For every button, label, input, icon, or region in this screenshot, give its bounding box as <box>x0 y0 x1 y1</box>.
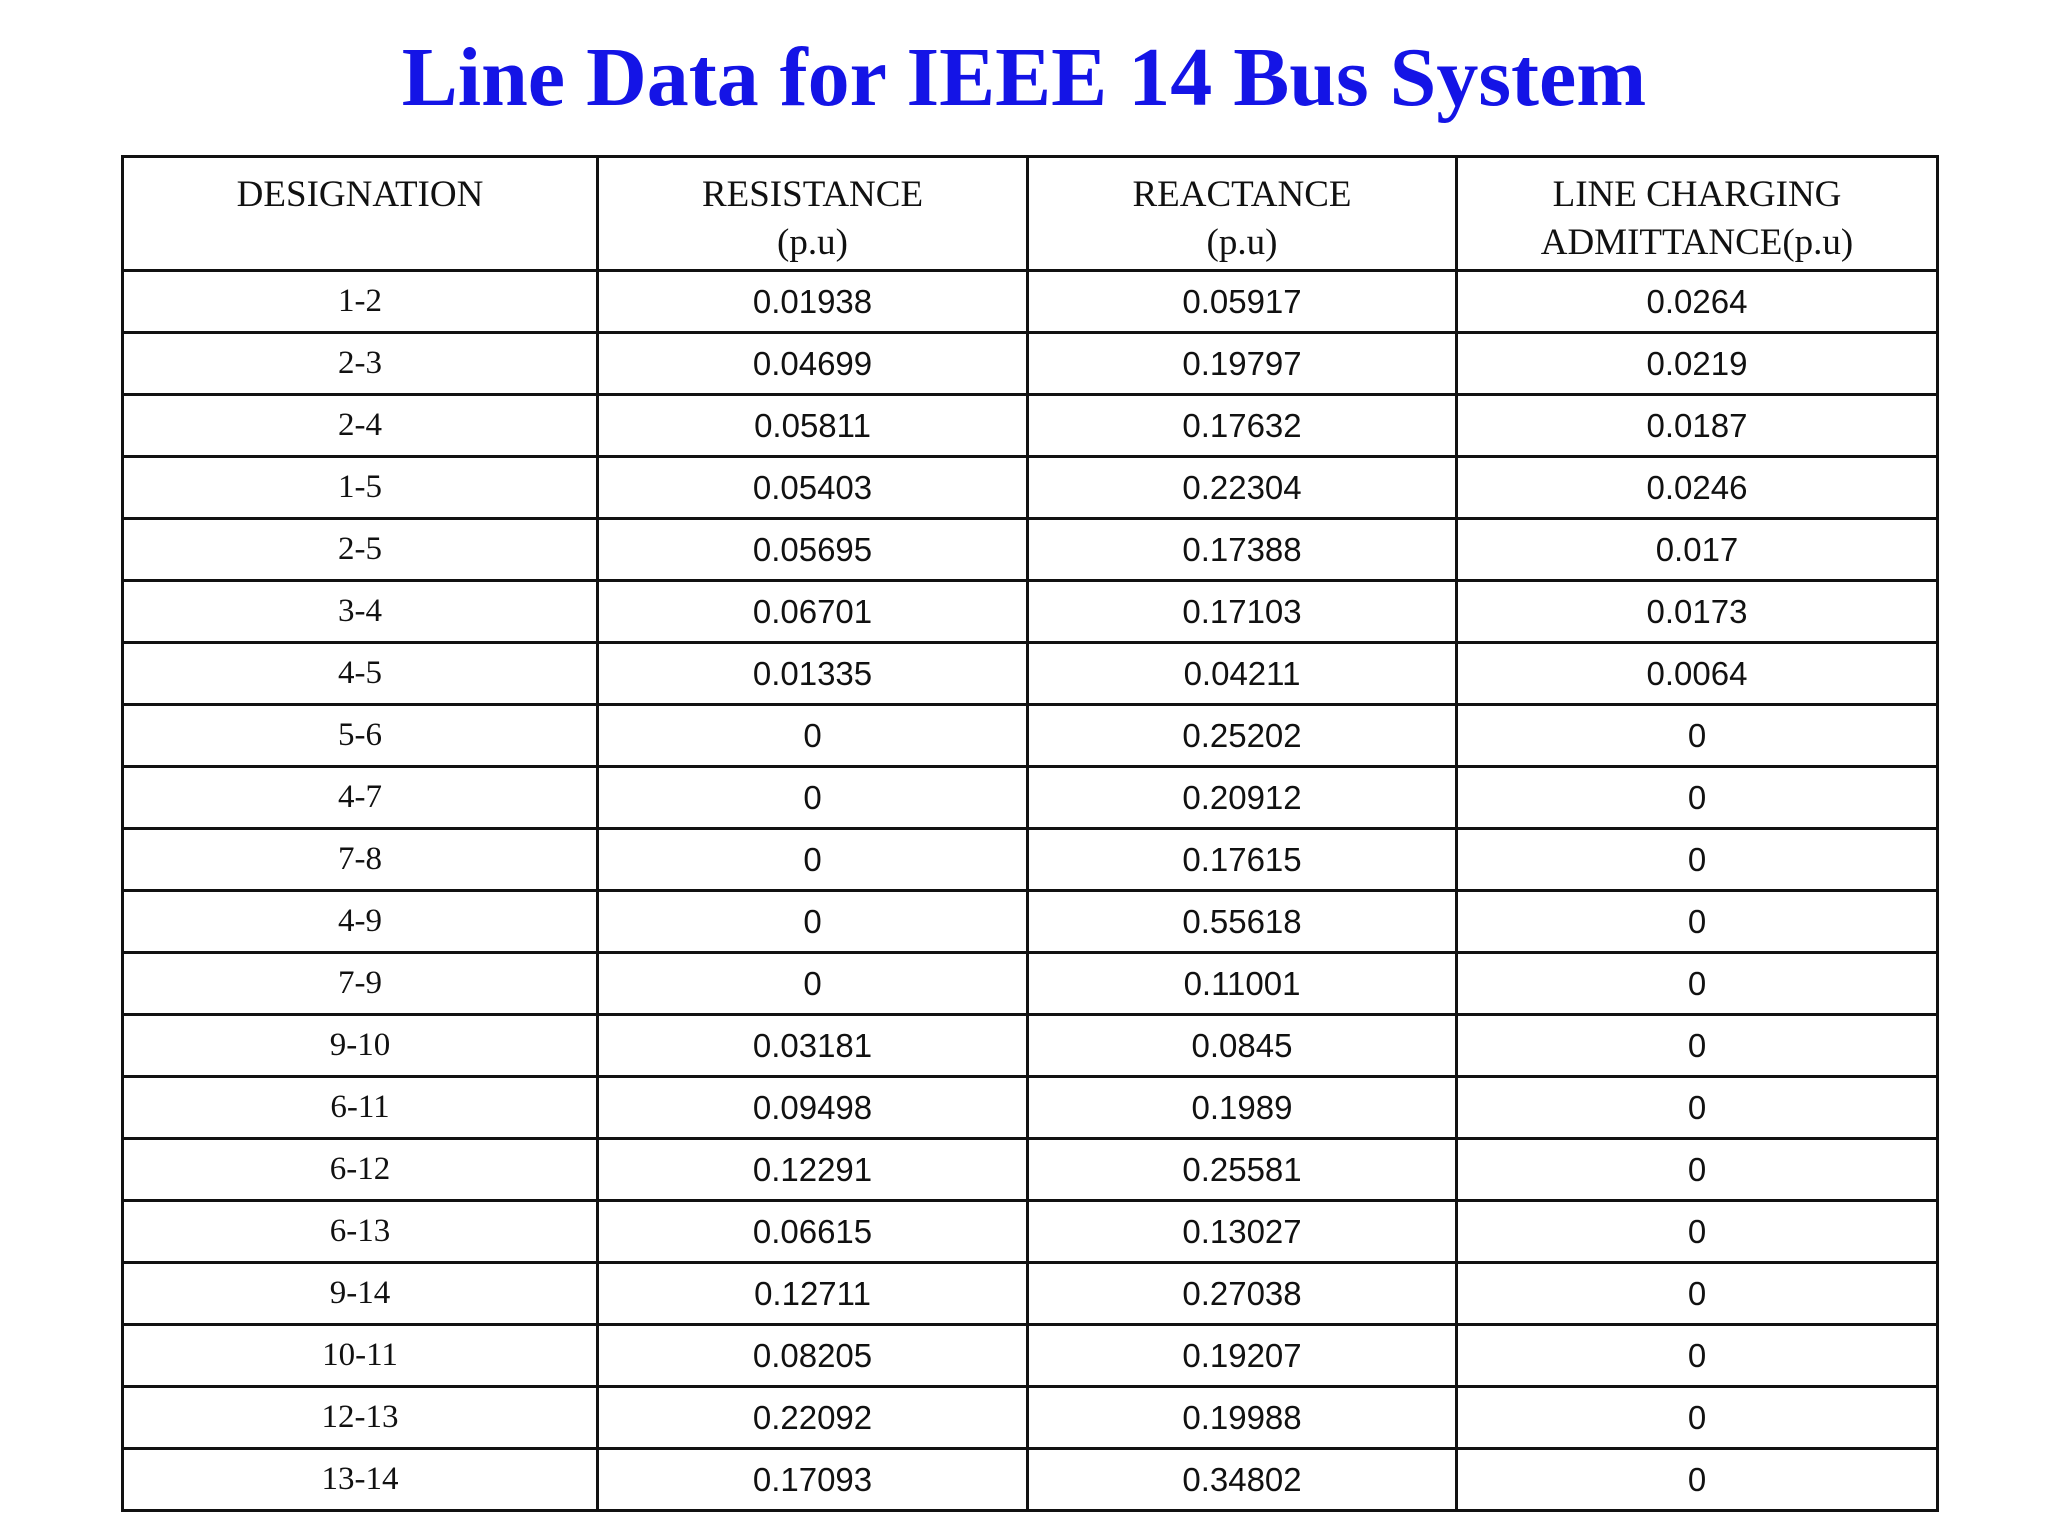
table-row <box>123 1015 1938 1077</box>
cell-resistance: 0 <box>598 767 1028 829</box>
cell-admittance: 0.0064 <box>1457 643 1938 705</box>
table-row <box>123 829 1938 891</box>
cell-reactance: 0.25581 <box>1028 1139 1457 1201</box>
cell-admittance: 0 <box>1457 829 1938 891</box>
cell-reactance: 0.55618 <box>1028 891 1457 953</box>
cell-admittance: 0.0187 <box>1457 395 1938 457</box>
cell-admittance: 0 <box>1457 1449 1938 1511</box>
cell-designation: 4-9 <box>123 891 598 953</box>
table-row <box>123 1387 1938 1449</box>
cell-designation: 2-5 <box>123 519 598 581</box>
cell-resistance: 0 <box>598 891 1028 953</box>
cell-reactance: 0.20912 <box>1028 767 1457 829</box>
cell-designation: 5-6 <box>123 705 598 767</box>
cell-admittance: 0 <box>1457 891 1938 953</box>
cell-designation: 7-9 <box>123 953 598 1015</box>
cell-designation: 6-13 <box>123 1201 598 1263</box>
cell-designation: 9-14 <box>123 1263 598 1325</box>
cell-resistance: 0.12711 <box>598 1263 1028 1325</box>
header-resistance <box>598 157 1028 271</box>
table-row <box>123 457 1938 519</box>
cell-reactance: 0.27038 <box>1028 1263 1457 1325</box>
header-reactance <box>1028 157 1457 271</box>
table-row <box>123 891 1938 953</box>
header-admittance-line2: ADMITTANCE(p.u) <box>1540 222 1854 263</box>
cell-reactance: 0.34802 <box>1028 1449 1457 1511</box>
cell-designation: 6-12 <box>123 1139 598 1201</box>
page-title: Line Data for IEEE 14 Bus System <box>401 31 1647 124</box>
cell-reactance: 0.25202 <box>1028 705 1457 767</box>
cell-reactance: 0.19797 <box>1028 333 1457 395</box>
header-resistance-line1: RESISTANCE <box>701 174 924 215</box>
table-row <box>123 1263 1938 1325</box>
cell-resistance: 0 <box>598 953 1028 1015</box>
cell-reactance: 0.05917 <box>1028 271 1457 333</box>
cell-admittance: 0.0246 <box>1457 457 1938 519</box>
cell-resistance: 0.06701 <box>598 581 1028 643</box>
table-row <box>123 1077 1938 1139</box>
cell-designation: 13-14 <box>123 1449 598 1511</box>
cell-designation: 2-4 <box>123 395 598 457</box>
cell-resistance: 0.12291 <box>598 1139 1028 1201</box>
cell-admittance: 0 <box>1457 1263 1938 1325</box>
cell-reactance: 0.0845 <box>1028 1015 1457 1077</box>
cell-reactance: 0.11001 <box>1028 953 1457 1015</box>
header-reactance-line2: (p.u) <box>1206 222 1278 263</box>
cell-reactance: 0.13027 <box>1028 1201 1457 1263</box>
table-row <box>123 1139 1938 1201</box>
cell-admittance: 0 <box>1457 705 1938 767</box>
table-row <box>123 1325 1938 1387</box>
table-row <box>123 705 1938 767</box>
cell-resistance: 0.03181 <box>598 1015 1028 1077</box>
cell-admittance: 0 <box>1457 1325 1938 1387</box>
cell-reactance: 0.22304 <box>1028 457 1457 519</box>
cell-admittance: 0 <box>1457 1015 1938 1077</box>
cell-reactance: 0.17103 <box>1028 581 1457 643</box>
cell-designation: 4-5 <box>123 643 598 705</box>
cell-designation: 7-8 <box>123 829 598 891</box>
cell-reactance: 0.17388 <box>1028 519 1457 581</box>
cell-resistance: 0.05403 <box>598 457 1028 519</box>
cell-admittance: 0.0173 <box>1457 581 1938 643</box>
cell-designation: 2-3 <box>123 333 598 395</box>
cell-resistance: 0.17093 <box>598 1449 1028 1511</box>
cell-reactance: 0.19988 <box>1028 1387 1457 1449</box>
table-row <box>123 1449 1938 1511</box>
cell-resistance: 0.09498 <box>598 1077 1028 1139</box>
cell-admittance: 0 <box>1457 1077 1938 1139</box>
header-admittance-line1: LINE CHARGING <box>1552 174 1842 215</box>
cell-reactance: 0.04211 <box>1028 643 1457 705</box>
cell-resistance: 0.06615 <box>598 1201 1028 1263</box>
cell-resistance: 0.22092 <box>598 1387 1028 1449</box>
header-designation <box>123 157 598 271</box>
table-row <box>123 643 1938 705</box>
cell-reactance: 0.17632 <box>1028 395 1457 457</box>
cell-designation: 6-11 <box>123 1077 598 1139</box>
cell-resistance: 0.01938 <box>598 271 1028 333</box>
cell-designation: 3-4 <box>123 581 598 643</box>
cell-designation: 12-13 <box>123 1387 598 1449</box>
cell-designation: 1-5 <box>123 457 598 519</box>
cell-resistance: 0.05811 <box>598 395 1028 457</box>
cell-resistance: 0 <box>598 829 1028 891</box>
cell-designation: 9-10 <box>123 1015 598 1077</box>
table-row <box>123 519 1938 581</box>
cell-resistance: 0 <box>598 705 1028 767</box>
table-row <box>123 581 1938 643</box>
cell-admittance: 0 <box>1457 1387 1938 1449</box>
table-row <box>123 333 1938 395</box>
cell-resistance: 0.04699 <box>598 333 1028 395</box>
line-data-table <box>121 155 1939 1512</box>
cell-admittance: 0.017 <box>1457 519 1938 581</box>
cell-admittance: 0.0219 <box>1457 333 1938 395</box>
table-row <box>123 767 1938 829</box>
header-line-charging-admittance <box>1457 157 1938 271</box>
cell-admittance: 0 <box>1457 767 1938 829</box>
header-resistance-line2: (p.u) <box>777 222 848 263</box>
cell-admittance: 0 <box>1457 953 1938 1015</box>
cell-designation: 10-11 <box>123 1325 598 1387</box>
cell-admittance: 0 <box>1457 1139 1938 1201</box>
cell-resistance: 0.01335 <box>598 643 1028 705</box>
cell-reactance: 0.19207 <box>1028 1325 1457 1387</box>
table-row <box>123 271 1938 333</box>
cell-resistance: 0.08205 <box>598 1325 1028 1387</box>
table-row <box>123 1201 1938 1263</box>
table-header-row <box>123 157 1938 271</box>
table-body <box>123 271 1938 1511</box>
header-designation-line1: DESIGNATION <box>236 174 484 215</box>
cell-admittance: 0.0264 <box>1457 271 1938 333</box>
cell-designation: 4-7 <box>123 767 598 829</box>
cell-reactance: 0.1989 <box>1028 1077 1457 1139</box>
cell-resistance: 0.05695 <box>598 519 1028 581</box>
header-reactance-line1: REACTANCE <box>1132 174 1352 215</box>
cell-designation: 1-2 <box>123 271 598 333</box>
cell-admittance: 0 <box>1457 1201 1938 1263</box>
cell-reactance: 0.17615 <box>1028 829 1457 891</box>
table-row <box>123 953 1938 1015</box>
table-row <box>123 395 1938 457</box>
